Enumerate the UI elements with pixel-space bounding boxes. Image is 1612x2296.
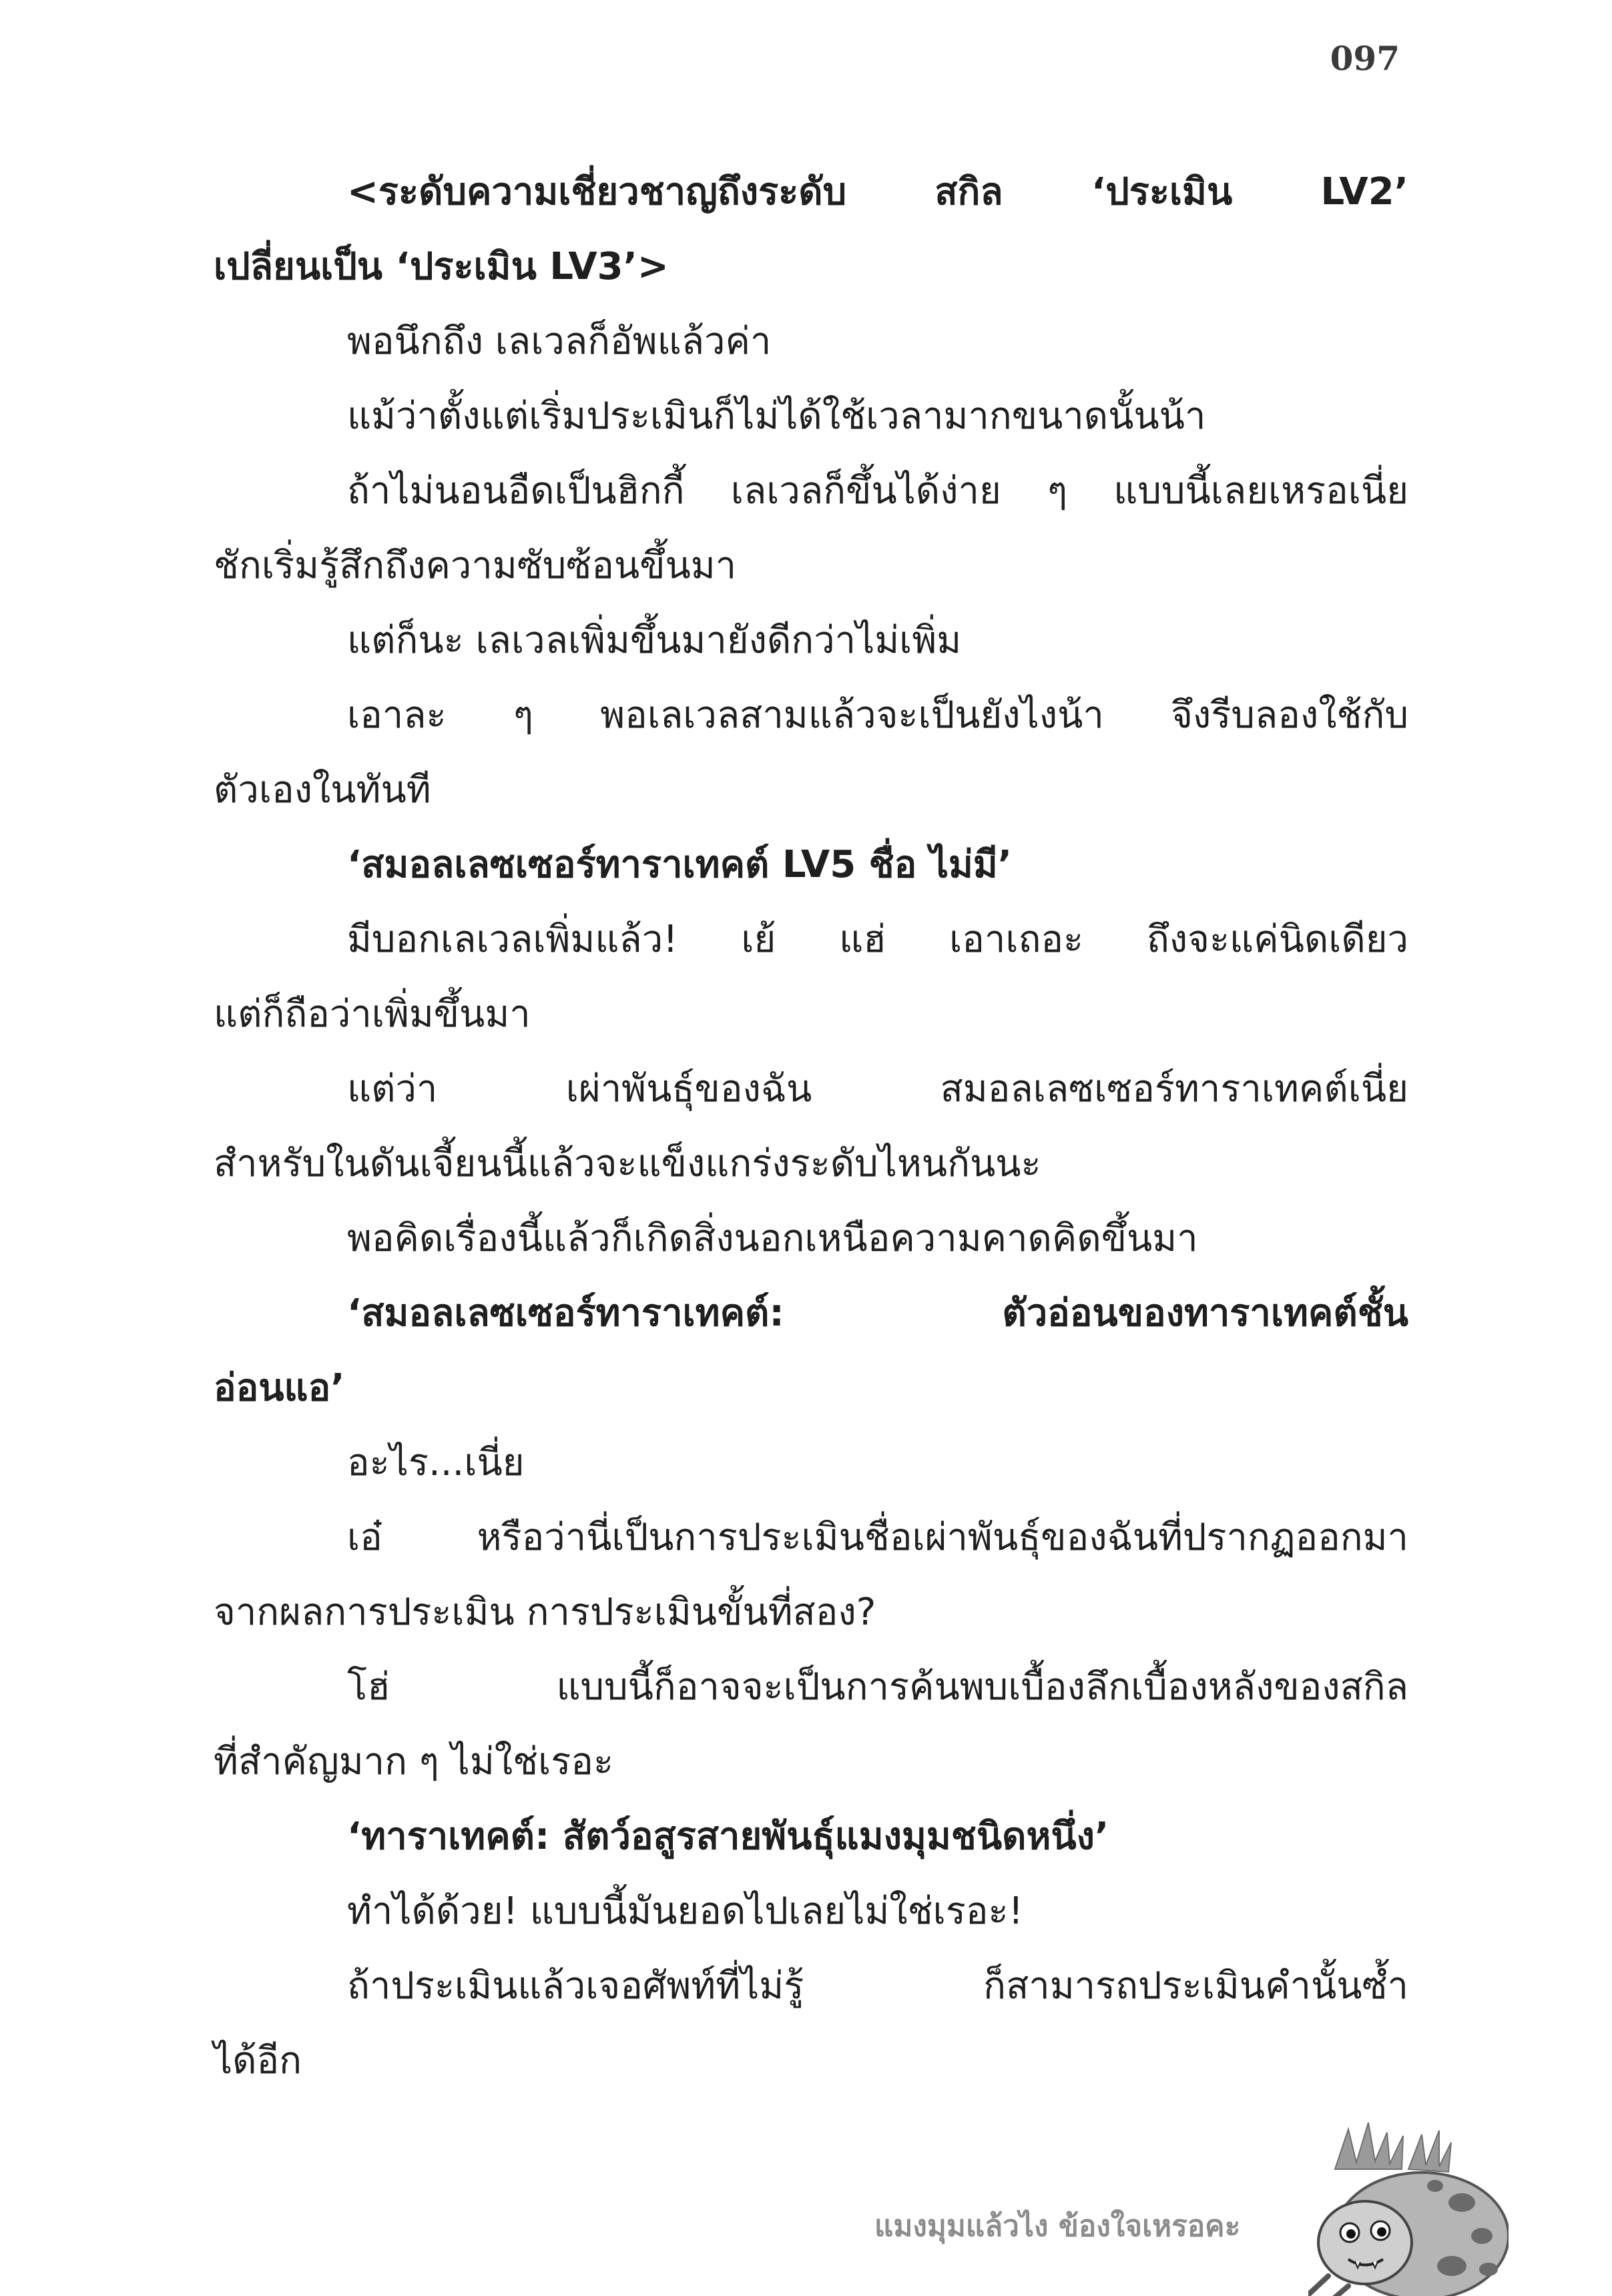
text-line: เอาละ ๆ พอเลเวลสามแล้วจะเป็นยังไงน้า จึงรีบลองใช้กับ (347, 693, 1408, 737)
text-line: ‘ทาราเทคต์: สัตว์อสูรสายพันธุ์แมงมุมชนิดหนึ่ง’ (347, 1815, 1109, 1858)
text-line: ชักเริ่มรู้สึกถึงความซับซ้อนขึ้นมา (214, 544, 737, 587)
body-text (214, 155, 1408, 2098)
text-line: พอนึกถึง เลเวลก็อัพแล้วค่า (347, 320, 772, 363)
text-line: ถ้าประเมินแล้วเจอศัพท์ที่ไม่รู้ ก็สามารถประเมินคำนั้นซ้ำ (347, 1964, 1408, 2008)
spider-mascot-icon (1308, 2122, 1509, 2296)
text-line: อะไร...เนี่ย (347, 1441, 525, 1484)
text-line: แม้ว่าตั้งแต่เริ่มประเมินก็ไม่ได้ใช้เวลามากขนาดนั้นน้า (347, 394, 1206, 438)
text-line: จากผลการประเมิน การประเมินขั้นที่สอง? (214, 1591, 876, 1634)
text-line: แต่ว่า เผ่าพันธุ์ของฉัน สมอลเลซเซอร์ทาราเทคต์เนี่ย (347, 1067, 1408, 1111)
page-number: 097 (1330, 39, 1400, 78)
text-line: ที่สำคัญมาก ๆ ไม่ใช่เรอะ (214, 1740, 614, 1783)
text-line: ตัวเองในทันที (214, 768, 431, 812)
text-line: สำหรับในดันเจี้ยนนี้แล้วจะแข็งแกร่งระดับไหนกันนะ (214, 1142, 1041, 1185)
book-title-footer: แมงมุมแล้วไง ข้องใจเหรอคะ (874, 2209, 1241, 2243)
text-line: เอ๋ หรือว่านี่เป็นการประเมินชื่อเผ่าพันธุ์ของฉันที่ปรากฏออกมา (347, 1516, 1408, 1559)
text-line: เปลี่ยนเป็น ‘ประเมิน LV3’> (214, 245, 669, 288)
text-line: <ระดับความเชี่ยวชาญถึงระดับ สกิล ‘ประเมิน LV2’ (347, 170, 1408, 214)
text-line: ถ้าไม่นอนอืดเป็นฮิกกี้ เลเวลก็ขึ้นได้ง่าย ๆ แบบนี้เลยเหรอเนี่ย (347, 469, 1408, 513)
text-line: แต่ก็ถือว่าเพิ่มขึ้นมา (214, 992, 531, 1036)
text-line: พอคิดเรื่องนี้แล้วก็เกิดสิ่งนอกเหนือความคาดคิดขึ้นมา (347, 1217, 1198, 1260)
text-line: มีบอกเลเวลเพิ่มแล้ว! เย้ แฮ่ เอาเถอะ ถึงจะแค่นิดเดียว (347, 918, 1408, 961)
text-line: โฮ่ แบบนี้ก็อาจจะเป็นการค้นพบเบื้องลึกเบื้องหลังของสกิล (347, 1665, 1408, 1709)
text-line: อ่อนแอ’ (214, 1366, 345, 1410)
text-line: ‘สมอลเลซเซอร์ทาราเทคต์: ตัวอ่อนของทาราเทคต์ชั้น (347, 1292, 1408, 1335)
text-line: ‘สมอลเลซเซอร์ทาราเทคต์ LV5 ชื่อ ไม่มี’ (347, 843, 1013, 886)
text-line: ทำได้ด้วย! แบบนี้มันยอดไปเลยไม่ใช่เรอะ! (347, 1890, 1024, 1933)
text-line: แต่ก็นะ เลเวลเพิ่มขึ้นมายังดีกว่าไม่เพิ่ม (347, 619, 962, 662)
text-line: ได้อีก (214, 2039, 302, 2082)
